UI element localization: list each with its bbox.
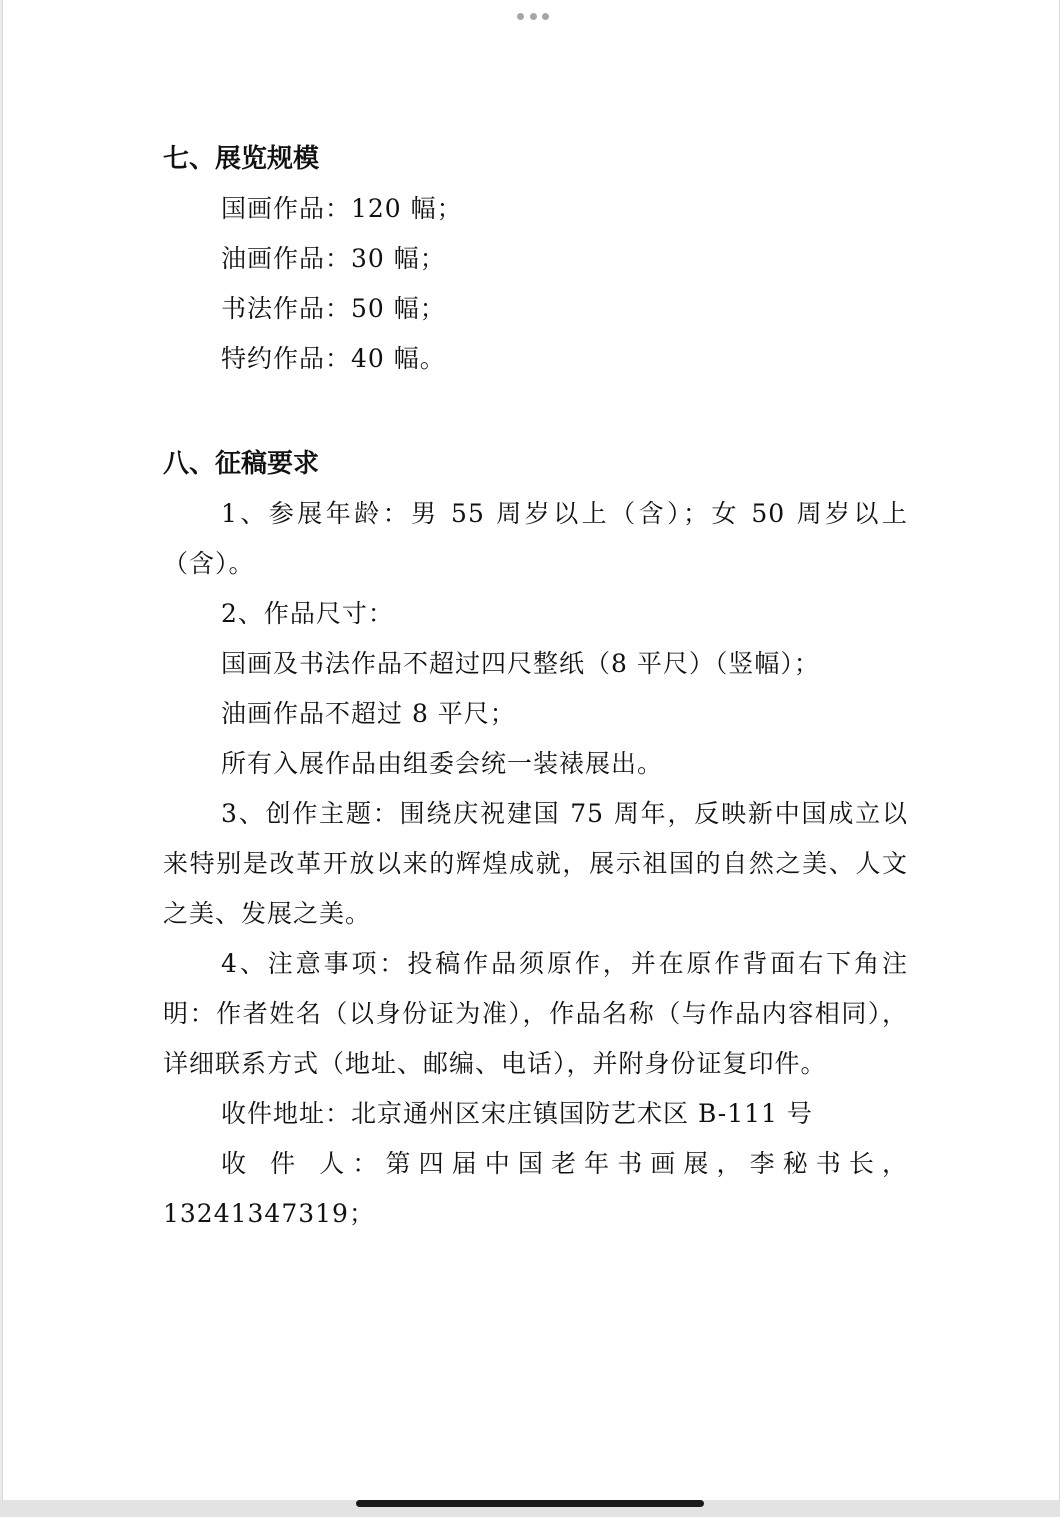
document-content — [163, 134, 908, 1239]
dot — [530, 13, 537, 20]
scale-item-shufa: 书法作品：50 幅； — [221, 294, 446, 323]
dot — [542, 13, 549, 20]
section-8-title: 八、征稿要求 — [163, 449, 320, 479]
home-indicator[interactable] — [356, 1500, 704, 1507]
mailing-address: 收件地址：北京通州区宋庄镇国防艺术区 B-111 号 — [221, 1099, 813, 1128]
section-7-title: 七、展览规模 — [163, 144, 320, 174]
dot — [517, 13, 524, 20]
size-line-youhua: 油画作品不超过 8 平尺； — [221, 699, 516, 728]
size-line-guohua-shufa: 国画及书法作品不超过四尺整纸（8 平尺）（竖幅）； — [221, 649, 820, 678]
scale-item-guohua: 国画作品：120 幅； — [221, 194, 463, 223]
size-line-mounting: 所有入展作品由组委会统一装裱展出。 — [221, 749, 664, 778]
more-dots-icon[interactable] — [517, 12, 549, 20]
recipient: 收 件 人：第四届中国老年书画展，李秘书长，13241347319； — [163, 1149, 908, 1228]
section-gap — [163, 384, 908, 439]
scale-item-teyue: 特约作品：40 幅。 — [221, 344, 446, 373]
theme-requirement: 3、创作主题：围绕庆祝建国 75 周年，反映新中国成立以来特别是改革开放以来的辉煌成就，展示祖国的自然之美、人文之美、发展之美。 — [163, 799, 908, 928]
notes-requirement: 4、注意事项：投稿作品须原作，并在原作背面右下角注明：作者姓名（以身份证为准），作品名称（与作品内容相同），详细联系方式（地址、邮编、电话），并附身份证复印件。 — [163, 949, 908, 1078]
document-page — [2, 0, 1060, 1500]
age-requirement: 1、参展年龄：男 55 周岁以上（含）；女 50 周岁以上（含）。 — [163, 499, 908, 578]
scale-item-youhua: 油画作品：30 幅； — [221, 244, 446, 273]
size-label: 2、作品尺寸： — [221, 599, 394, 628]
